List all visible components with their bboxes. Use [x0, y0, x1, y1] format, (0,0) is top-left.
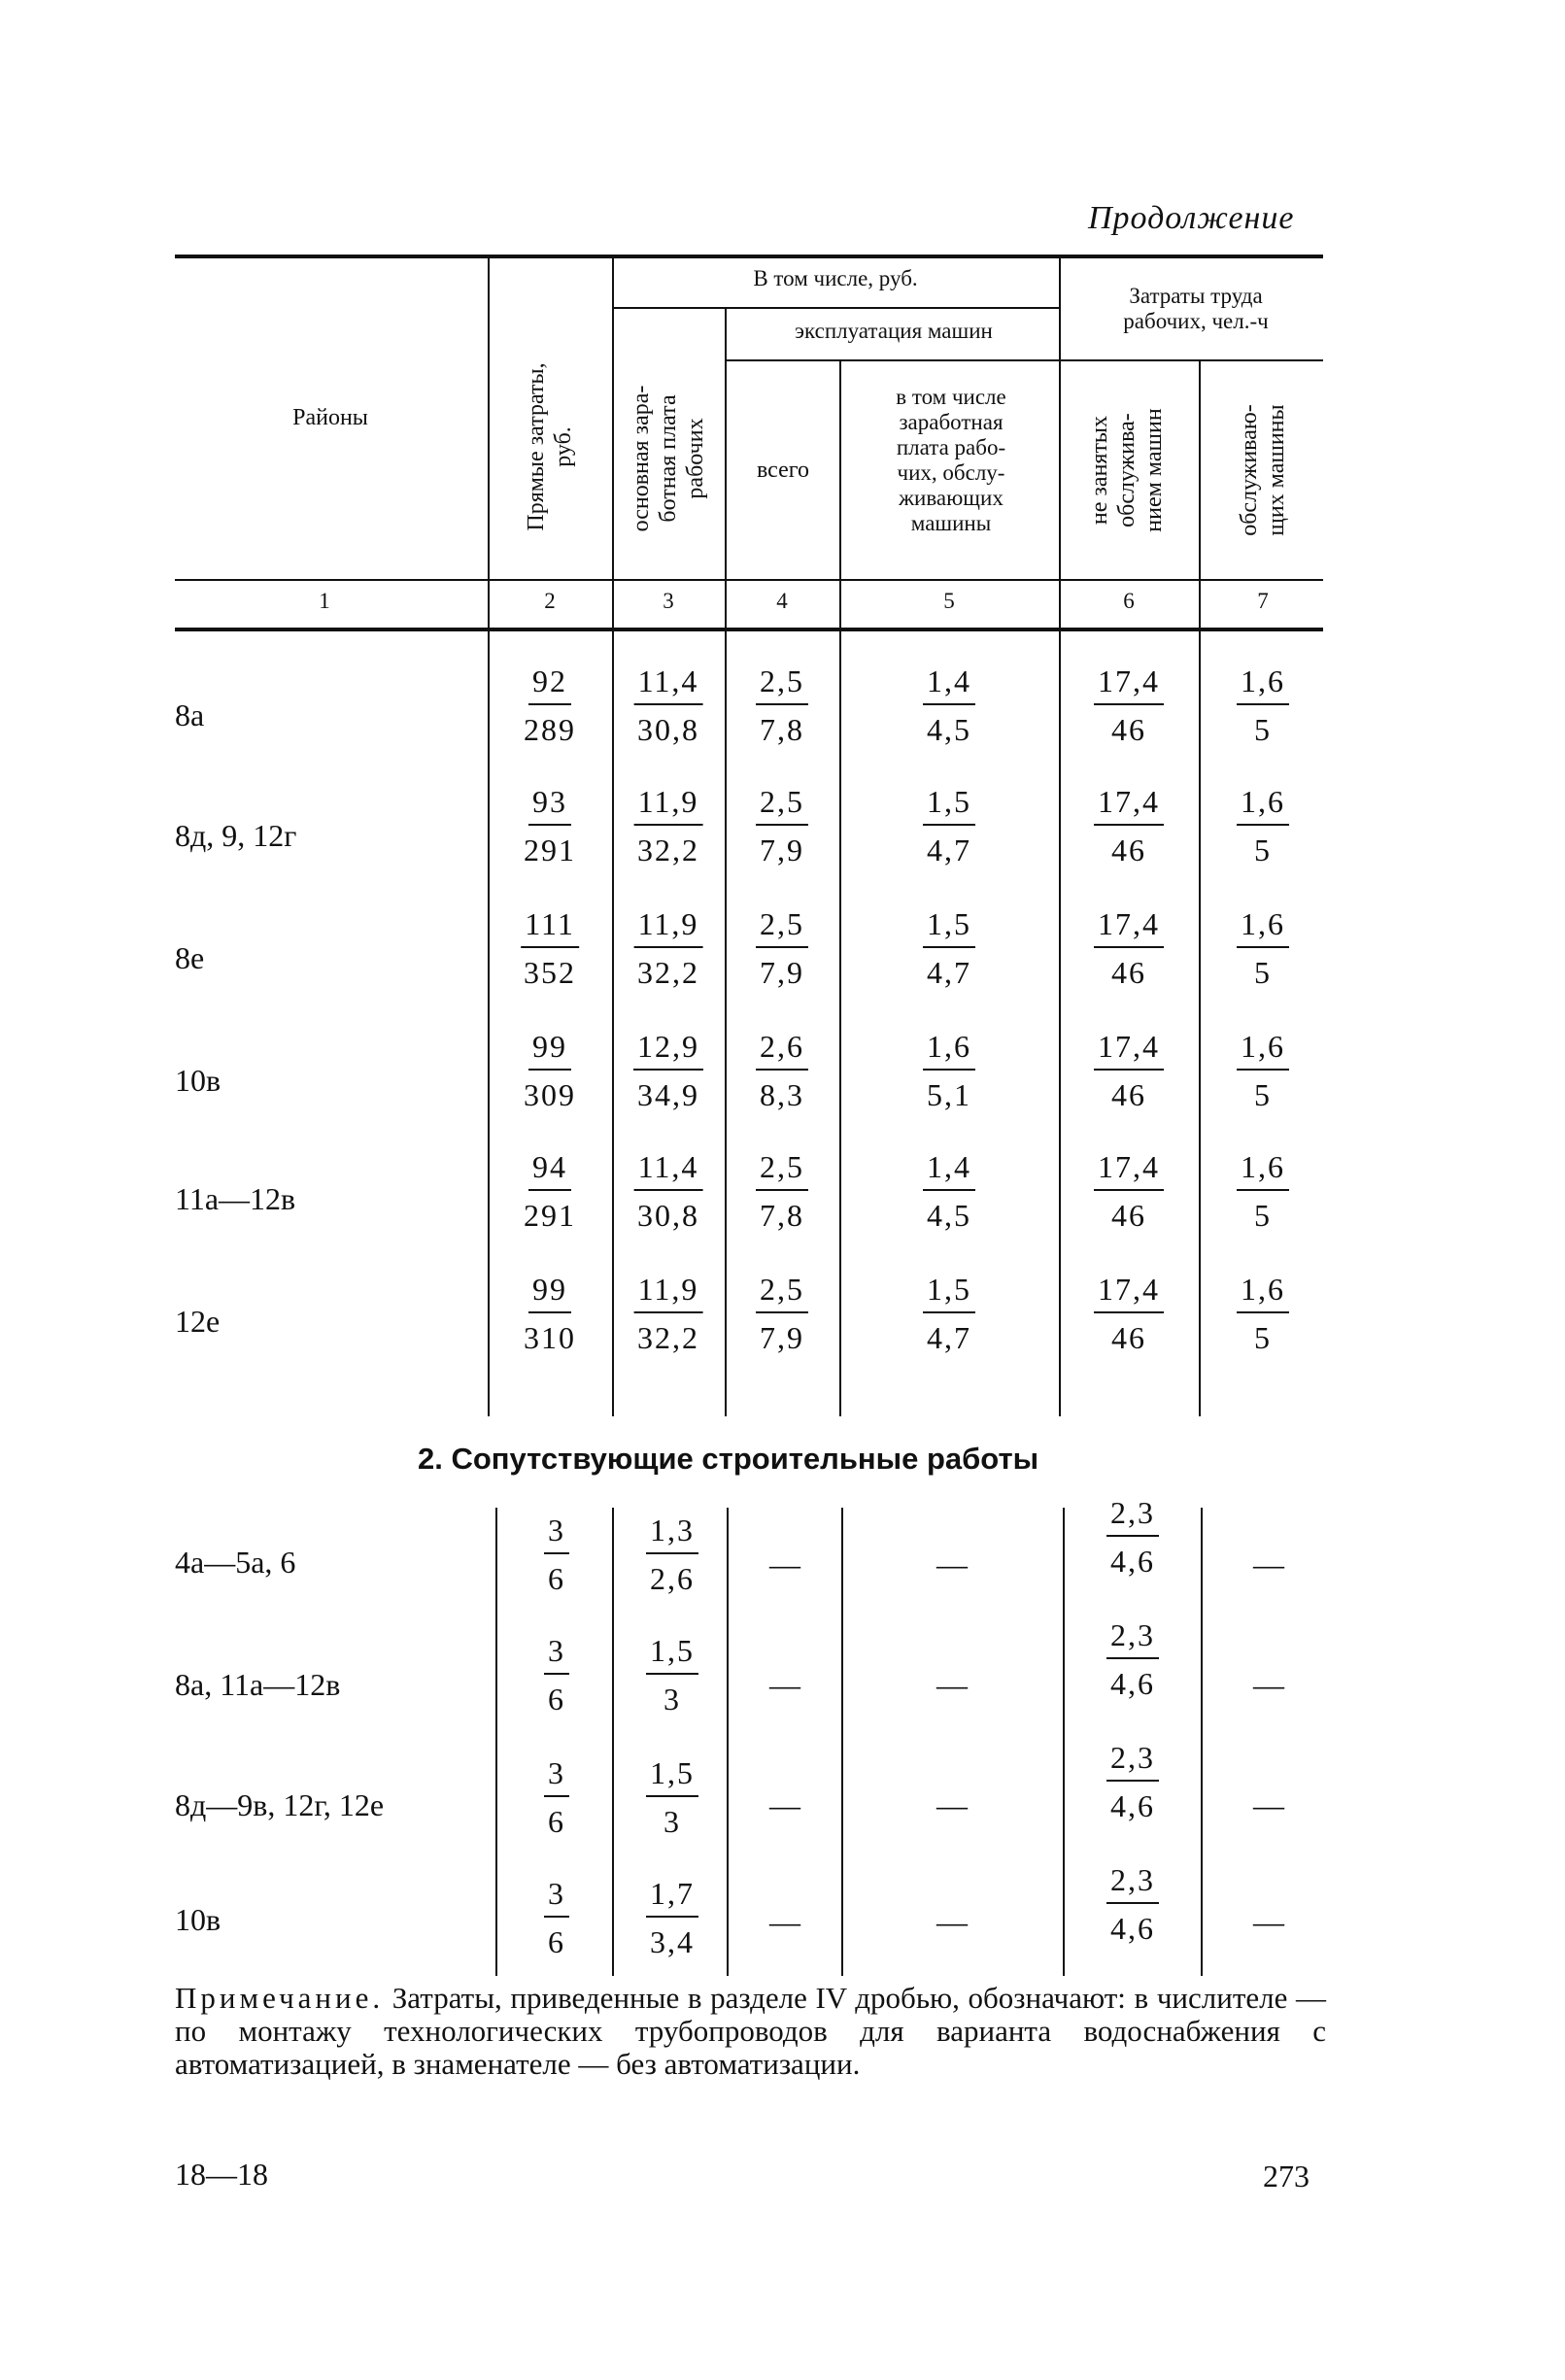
fraction-cell: $\frac{2,3}{4,6}$ — [1106, 1739, 1159, 1824]
note-lead: Примечание. — [175, 1981, 385, 2015]
row-region-label: 8д—9в, 12г, 12е — [175, 1787, 385, 1822]
dash-cell: — — [769, 1547, 800, 1581]
fraction-cell: $\frac{99}{309}$ — [524, 1029, 576, 1112]
header-labor-costs: Затраты труда рабочих, чел.-ч — [1123, 284, 1269, 333]
dash-cell: — — [1253, 1667, 1284, 1702]
fraction-cell: $\frac{1,6}{5}$ — [1237, 1271, 1289, 1356]
row-region-label: 8а — [175, 697, 205, 732]
dash-cell: — — [936, 1904, 968, 1939]
dash-cell: — — [769, 1787, 800, 1822]
table-top-rule — [175, 255, 1323, 258]
fraction-cell: $\frac{2,5}{7,8}$ — [756, 1148, 808, 1234]
header-machine-operation: эксплуатация машин — [795, 319, 993, 343]
fraction-cell: $\frac{2,3}{4,6}$ — [1106, 1494, 1159, 1580]
fraction-cell: $\frac{1,7}{3,4}$ — [646, 1875, 698, 1960]
rule-under-machine-op — [725, 359, 1059, 361]
header-basic-wages: основная зара- ботная плата рабочих — [629, 385, 708, 532]
fraction-cell: $\frac{1,6}{5}$ — [1237, 905, 1289, 991]
body-vrule — [612, 629, 614, 1416]
body-vrule — [488, 629, 490, 1416]
fraction-cell: $\frac{1,5}{4,7}$ — [923, 905, 975, 991]
column-number: 4 — [776, 589, 788, 613]
row-region-label: 8д, 9, 12г — [175, 818, 297, 853]
header-not-engaged: не занятых обслужива- нием машин — [1087, 408, 1167, 532]
body-vrule — [1063, 1508, 1065, 1976]
body-vrule — [495, 1508, 497, 1976]
body-vrule — [727, 1508, 729, 1976]
fraction-cell: $\frac{17,4}{46}$ — [1094, 905, 1164, 991]
fraction-cell: $\frac{2,5}{7,9}$ — [756, 1271, 808, 1356]
dash-cell: — — [1253, 1787, 1284, 1822]
signature-mark: 18—18 — [175, 2157, 268, 2192]
fraction-cell: $\frac{17,4}{46}$ — [1094, 1028, 1164, 1113]
fraction-cell: $\frac{11,4}{30,8}$ — [634, 1148, 703, 1234]
table-note — [175, 1982, 1326, 2081]
fraction-cell: $\frac{2,5}{7,8}$ — [756, 663, 808, 748]
row-region-label: 8е — [175, 940, 205, 975]
vrule-5 — [1059, 255, 1061, 628]
fraction-cell: $\frac{1,4}{4,5}$ — [923, 1148, 975, 1234]
fraction-cell: $\frac{17,4}{46}$ — [1094, 1148, 1164, 1234]
fraction-cell: $\frac{2,6}{8,3}$ — [756, 1028, 808, 1113]
fraction-cell: $\frac{1,6}{5}$ — [1237, 663, 1289, 748]
body-vrule — [839, 629, 841, 1416]
fraction-cell: $\frac{94}{291}$ — [524, 1149, 576, 1233]
fraction-cell: $\frac{17,4}{46}$ — [1094, 1271, 1164, 1356]
rule-under-labor — [1061, 359, 1323, 361]
fraction-cell: $\frac{111}{352}$ — [521, 905, 579, 991]
fraction-cell: $\frac{17,4}{46}$ — [1094, 783, 1164, 868]
fraction-cell: $\frac{1,6}{5}$ — [1237, 1028, 1289, 1113]
rule-below-colnums — [175, 628, 1323, 631]
header-including-wages: в том числе заработная плата рабо- чих, обслу- живающих машины — [896, 385, 1006, 535]
fraction-cell: $\frac{2,3}{4,6}$ — [1106, 1861, 1159, 1947]
fraction-cell: $\frac{3}{6}$ — [544, 1512, 569, 1597]
dash-cell: — — [769, 1904, 800, 1939]
body-vrule — [1201, 1508, 1203, 1976]
fraction-cell: $\frac{93}{291}$ — [524, 784, 576, 867]
header-total: всего — [756, 458, 810, 483]
fraction-cell: $\frac{17,4}{46}$ — [1094, 663, 1164, 748]
fraction-cell: $\frac{1,5}{3}$ — [646, 1632, 698, 1717]
body-vrule — [725, 629, 727, 1416]
fraction-cell: $\frac{1,6}{5}$ — [1237, 783, 1289, 868]
dash-cell: — — [936, 1787, 968, 1822]
fraction-cell: $\frac{11,9}{32,2}$ — [634, 905, 703, 991]
column-number: 1 — [319, 589, 330, 613]
fraction-cell: $\frac{2,3}{4,6}$ — [1106, 1616, 1159, 1702]
row-region-label: 10в — [175, 1902, 221, 1937]
fraction-cell: $\frac{99}{310}$ — [524, 1272, 576, 1355]
dash-cell: — — [936, 1547, 968, 1581]
fraction-cell: $\frac{2,5}{7,9}$ — [756, 783, 808, 868]
fraction-cell: $\frac{11,4}{30,8}$ — [634, 663, 703, 748]
row-region-label: 12е — [175, 1304, 221, 1339]
continuation-label: Продолжение — [1088, 200, 1295, 236]
rule-under-including — [614, 307, 1059, 309]
dash-cell: — — [1253, 1547, 1284, 1581]
header-servicing: обслуживаю- щих машины — [1237, 404, 1289, 536]
fraction-cell: $\frac{3}{6}$ — [544, 1632, 569, 1717]
fraction-cell: $\frac{1,6}{5,1}$ — [923, 1028, 975, 1113]
dash-cell: — — [936, 1667, 968, 1702]
fraction-cell: $\frac{1,5}{4,7}$ — [923, 783, 975, 868]
dash-cell: — — [769, 1667, 800, 1702]
row-region-label: 11а—12в — [175, 1181, 296, 1216]
note-text: Затраты, приведенные в разделе IV дробью, обозначают: в числителе — по монтажу технологических трубопроводов для варианта водоснабжения с автоматизацией, в знаменателе — без автоматизации. — [175, 1981, 1326, 2081]
fraction-cell: $\frac{1,5}{4,7}$ — [923, 1271, 975, 1356]
vrule-4 — [839, 359, 841, 628]
vrule-2 — [612, 255, 614, 628]
section-title: 2. Сопутствующие строительные работы — [418, 1442, 1039, 1476]
page-number: 273 — [1263, 2159, 1310, 2193]
vrule-1 — [488, 255, 490, 628]
fraction-cell: $\frac{3}{6}$ — [544, 1754, 569, 1840]
fraction-cell: $\frac{92}{289}$ — [524, 663, 576, 747]
header-including-rub: В том числе, руб. — [753, 266, 918, 290]
body-vrule — [612, 1508, 614, 1976]
column-number: 2 — [544, 589, 556, 613]
rule-above-colnums — [175, 579, 1323, 581]
fraction-cell: $\frac{1,4}{4,5}$ — [923, 663, 975, 748]
header-direct-costs: Прямые затраты, руб. — [524, 362, 576, 531]
dash-cell: — — [1253, 1904, 1284, 1939]
column-number: 5 — [943, 589, 955, 613]
fraction-cell: $\frac{11,9}{32,2}$ — [634, 783, 703, 868]
fraction-cell: $\frac{1,5}{3}$ — [646, 1754, 698, 1840]
body-vrule — [1059, 629, 1061, 1416]
vrule-6 — [1199, 359, 1201, 628]
fraction-cell: $\frac{1,3}{2,6}$ — [646, 1512, 698, 1597]
row-region-label: 8а, 11а—12в — [175, 1667, 341, 1702]
fraction-cell: $\frac{2,5}{7,9}$ — [756, 905, 808, 991]
header-regions: Районы — [292, 405, 368, 430]
row-region-label: 10в — [175, 1063, 221, 1098]
fraction-cell: $\frac{1,6}{5}$ — [1237, 1148, 1289, 1234]
column-number: 6 — [1123, 589, 1135, 613]
row-region-label: 4а—5а, 6 — [175, 1545, 296, 1580]
column-number: 7 — [1257, 589, 1269, 613]
fraction-cell: $\frac{11,9}{32,2}$ — [634, 1271, 703, 1356]
body-vrule — [841, 1508, 843, 1976]
column-number: 3 — [663, 589, 674, 613]
vrule-3 — [725, 307, 727, 628]
body-vrule — [1199, 629, 1201, 1416]
fraction-cell: $\frac{12,9}{34,9}$ — [633, 1028, 703, 1113]
fraction-cell: $\frac{3}{6}$ — [544, 1875, 569, 1960]
